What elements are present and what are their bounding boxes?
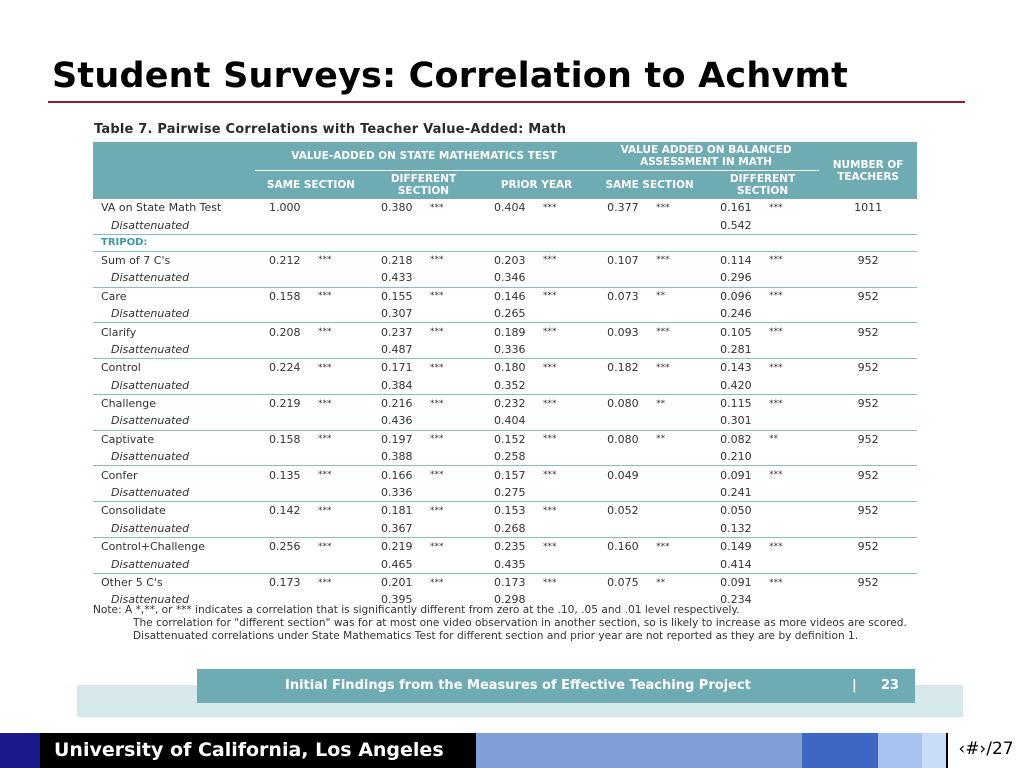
- cell: 0.096: [706, 287, 769, 305]
- cell: 0.155: [367, 287, 430, 305]
- cell: ***: [769, 251, 819, 269]
- cell: 952: [819, 430, 917, 448]
- cell: ***: [769, 394, 819, 412]
- cell: 0.152: [480, 430, 543, 448]
- table-caption: Table 7. Pairwise Correlations with Teacher Value-Added: Math: [94, 122, 567, 137]
- cell: 0.180: [480, 359, 543, 377]
- cell: ***: [543, 251, 593, 269]
- cell: ***: [656, 538, 706, 556]
- row-label: Disattenuated: [111, 450, 190, 464]
- cell: 0.224: [255, 359, 318, 377]
- table-row: [93, 251, 917, 269]
- table-row: [93, 234, 917, 251]
- note-body: The correlation for "different section" was for at most one video observation in another section, so is likely to increase as more videos are scored. Disattenuated correlations under State Mathematics Test for different section and prior year are not reported as they are by definition 1.: [133, 617, 907, 642]
- row-label: Disattenuated: [111, 307, 190, 321]
- cell: 0.080: [593, 430, 656, 448]
- col-header-prior-year: PRIOR YEAR: [480, 171, 593, 200]
- cell: 952: [819, 502, 917, 520]
- cell: 0.157: [480, 466, 543, 484]
- cell: 0.189: [480, 323, 543, 341]
- cell: [656, 466, 706, 484]
- cell: ***: [318, 251, 367, 269]
- cell: 0.219: [367, 538, 430, 556]
- cell: 0.465: [381, 557, 413, 571]
- university-label: University of California, Los Angeles: [40, 733, 476, 768]
- cell: 0.107: [593, 251, 656, 269]
- cell: 0.301: [720, 414, 752, 428]
- cell: 0.105: [706, 323, 769, 341]
- cell: 0.050: [706, 502, 769, 520]
- cell: 0.487: [381, 342, 413, 356]
- cell: 0.212: [255, 251, 318, 269]
- cell: 0.281: [720, 342, 752, 356]
- table-row: [93, 555, 917, 573]
- cell: [593, 555, 656, 573]
- col-header-number: NUMBER OF TEACHERS: [819, 142, 917, 199]
- row-label: Disattenuated: [111, 557, 190, 571]
- cell: ***: [430, 502, 480, 520]
- cell: 0.234: [720, 593, 752, 607]
- bar-block: [922, 733, 946, 768]
- row-label: Disattenuated: [111, 521, 190, 535]
- cell: 0.420: [720, 378, 752, 392]
- cell: 0.395: [381, 593, 413, 607]
- cell: 0.435: [494, 557, 526, 571]
- bottom-bar: [0, 733, 1024, 768]
- cell: ***: [430, 359, 480, 377]
- cell: [593, 520, 656, 538]
- table-row: [93, 394, 917, 412]
- cell: ***: [430, 573, 480, 591]
- cell: 0.158: [255, 287, 318, 305]
- cell: ***: [430, 430, 480, 448]
- cell: ***: [318, 466, 367, 484]
- cell: 1011: [854, 201, 883, 215]
- cell: 0.049: [593, 466, 656, 484]
- group-header-balanced: VALUE ADDED ON BALANCED ASSESSMENT IN MATH: [593, 142, 819, 171]
- col-header-different-section-ba: DIFFERENT SECTION: [706, 171, 819, 200]
- col-header-same-section: SAME SECTION: [255, 171, 367, 200]
- cell: 0.237: [367, 323, 430, 341]
- cell: 0.135: [255, 466, 318, 484]
- row-label: Disattenuated: [111, 593, 190, 607]
- report-footer-page: 23: [881, 678, 900, 693]
- cell: 0.296: [720, 271, 752, 285]
- cell: ***: [769, 573, 819, 591]
- cell: [255, 305, 318, 323]
- note-line: Note: A *,**, or *** indicates a correlation that is significantly different from zero at the .10, .05 and .01 level respectively.: [93, 604, 740, 616]
- title-rule: [48, 101, 965, 103]
- row-label: Sum of 7 C's: [93, 251, 255, 269]
- cell: 0.307: [381, 307, 413, 321]
- cell: [255, 448, 318, 466]
- cell: ***: [543, 394, 593, 412]
- cell: ***: [543, 287, 593, 305]
- cell: 0.384: [381, 378, 413, 392]
- cell: [367, 216, 430, 234]
- cell: ***: [543, 323, 593, 341]
- row-label: Control: [93, 359, 255, 377]
- cell: ***: [769, 466, 819, 484]
- cell: [255, 484, 318, 502]
- bar-block: [878, 733, 922, 768]
- cell: ***: [656, 251, 706, 269]
- cell: [593, 269, 656, 287]
- cell: 0.173: [255, 573, 318, 591]
- cell: ***: [769, 323, 819, 341]
- cell: ***: [543, 466, 593, 484]
- table-row: [93, 448, 917, 466]
- cell: 0.275: [494, 486, 526, 500]
- report-footer-separator: |: [852, 678, 857, 693]
- cell: ***: [656, 323, 706, 341]
- row-label: Challenge: [93, 394, 255, 412]
- cell: 0.210: [720, 450, 752, 464]
- cell: 0.216: [367, 394, 430, 412]
- cell: [255, 269, 318, 287]
- cell: ***: [543, 359, 593, 377]
- cell: ***: [318, 430, 367, 448]
- cell: 0.080: [593, 394, 656, 412]
- row-label: Captivate: [93, 430, 255, 448]
- cell: 0.160: [593, 538, 656, 556]
- row-label: Other 5 C's: [93, 573, 255, 591]
- cell: ***: [430, 251, 480, 269]
- table-row: [93, 573, 917, 591]
- cell: 0.246: [720, 307, 752, 321]
- table-row: [93, 484, 917, 502]
- cell: ***: [430, 538, 480, 556]
- cell: [593, 412, 656, 430]
- row-label: Care: [93, 287, 255, 305]
- cell: 0.166: [367, 466, 430, 484]
- cell: 0.197: [367, 430, 430, 448]
- page-number: ‹#›/27: [948, 733, 1024, 768]
- cell: 0.201: [367, 573, 430, 591]
- cell: 952: [819, 359, 917, 377]
- cell: 0.158: [255, 430, 318, 448]
- table-row: [93, 269, 917, 287]
- cell: ***: [656, 202, 670, 213]
- table-note: [93, 604, 923, 643]
- cell: [593, 216, 656, 234]
- group-header-state: VALUE-ADDED ON STATE MATHEMATICS TEST: [255, 142, 593, 171]
- cell: ***: [769, 202, 783, 213]
- cell: ***: [318, 573, 367, 591]
- table-row: [93, 199, 917, 216]
- row-label: Disattenuated: [111, 414, 190, 428]
- cell: 0.075: [593, 573, 656, 591]
- row-label: Clarify: [93, 323, 255, 341]
- cell: [593, 341, 656, 359]
- col-header-same-section-ba: SAME SECTION: [593, 171, 706, 200]
- cell: 0.388: [381, 450, 413, 464]
- cell: [769, 502, 819, 520]
- cell: 0.146: [480, 287, 543, 305]
- cell: 0.181: [367, 502, 430, 520]
- cell: [255, 555, 318, 573]
- cell: ***: [543, 430, 593, 448]
- cell: ***: [430, 394, 480, 412]
- cell: 0.542: [720, 218, 752, 232]
- table-image: [77, 112, 963, 717]
- cell: ***: [769, 538, 819, 556]
- cell: 0.298: [494, 593, 526, 607]
- cell: ***: [318, 538, 367, 556]
- row-label: Disattenuated: [111, 378, 190, 392]
- bar-block: [0, 733, 40, 768]
- cell: ***: [318, 287, 367, 305]
- cell: ***: [430, 323, 480, 341]
- cell: ***: [769, 359, 819, 377]
- cell: **: [656, 287, 706, 305]
- cell: 0.115: [706, 394, 769, 412]
- cell: 0.114: [706, 251, 769, 269]
- table-row: [93, 520, 917, 538]
- report-footer-text: Initial Findings from the Measures of Effective Teaching Project: [285, 678, 751, 693]
- table-row: [93, 305, 917, 323]
- cell: [480, 216, 543, 234]
- cell: 0.352: [494, 378, 526, 392]
- cell: ***: [318, 394, 367, 412]
- cell: **: [656, 573, 706, 591]
- table-row: [93, 430, 917, 448]
- tripod-label: TRIPOD:: [93, 234, 917, 251]
- cell: 0.404: [494, 414, 526, 428]
- cell: 0.052: [593, 502, 656, 520]
- cell: ***: [543, 202, 557, 213]
- table-row: [93, 216, 917, 234]
- slide-title: Student Surveys: Correlation to Achvmt: [52, 56, 849, 96]
- row-label: Disattenuated: [111, 218, 190, 232]
- cell: [593, 377, 656, 395]
- cell: ***: [656, 359, 706, 377]
- cell: [255, 412, 318, 430]
- cell: **: [656, 430, 706, 448]
- row-label: Disattenuated: [111, 271, 190, 285]
- cell: 0.256: [255, 538, 318, 556]
- table-row: [93, 502, 917, 520]
- cell: 952: [819, 394, 917, 412]
- cell: [593, 448, 656, 466]
- report-footer: [197, 669, 915, 703]
- cell: [593, 484, 656, 502]
- cell: 952: [819, 466, 917, 484]
- cell: 0.091: [706, 466, 769, 484]
- cell: ***: [769, 287, 819, 305]
- table-row: [93, 538, 917, 556]
- cell: 0.433: [381, 271, 413, 285]
- cell: 0.173: [480, 573, 543, 591]
- cell: [255, 377, 318, 395]
- cell: 0.265: [494, 307, 526, 321]
- cell: 0.203: [480, 251, 543, 269]
- cell: 0.367: [381, 521, 413, 535]
- cell: 0.219: [255, 394, 318, 412]
- cell: 0.380: [381, 201, 413, 215]
- table-row: [93, 323, 917, 341]
- cell: 0.235: [480, 538, 543, 556]
- cell: ***: [543, 538, 593, 556]
- cell: 0.436: [381, 414, 413, 428]
- row-label: Confer: [93, 466, 255, 484]
- col-header-different-section: DIFFERENT SECTION: [367, 171, 480, 200]
- cell: ***: [318, 502, 367, 520]
- cell: [318, 199, 367, 216]
- cell: [593, 305, 656, 323]
- row-label: VA on State Math Test: [101, 201, 222, 215]
- cell: [255, 216, 318, 234]
- cell: **: [656, 394, 706, 412]
- cell: 0.268: [494, 521, 526, 535]
- row-label: Disattenuated: [111, 486, 190, 500]
- cell: [656, 502, 706, 520]
- cell: 0.414: [720, 557, 752, 571]
- cell: 0.153: [480, 502, 543, 520]
- cell: [255, 341, 318, 359]
- row-label: Consolidate: [93, 502, 255, 520]
- bar-block: [802, 733, 878, 768]
- cell: 952: [819, 323, 917, 341]
- table-row: [93, 377, 917, 395]
- cell: 952: [819, 251, 917, 269]
- cell: 0.143: [706, 359, 769, 377]
- cell: ***: [318, 359, 367, 377]
- cell: 0.404: [494, 201, 526, 215]
- cell: 0.218: [367, 251, 430, 269]
- cell: **: [769, 430, 819, 448]
- cell: 0.377: [607, 201, 639, 215]
- cell: 952: [819, 287, 917, 305]
- cell: ***: [430, 466, 480, 484]
- stub-header: [93, 142, 255, 199]
- cell: 952: [819, 573, 917, 591]
- cell: 0.073: [593, 287, 656, 305]
- cell: ***: [543, 573, 593, 591]
- table-row: [93, 412, 917, 430]
- table-row: [93, 341, 917, 359]
- cell: 0.142: [255, 502, 318, 520]
- row-label: Control+Challenge: [93, 538, 255, 556]
- cell: 0.091: [706, 573, 769, 591]
- table-row: [93, 287, 917, 305]
- cell: 0.082: [706, 430, 769, 448]
- cell: ***: [543, 502, 593, 520]
- cell: 0.232: [480, 394, 543, 412]
- cell: 1.000: [269, 201, 301, 215]
- bar-block: [476, 733, 802, 768]
- cell: 0.336: [494, 342, 526, 356]
- cell: ***: [430, 202, 444, 213]
- table-row: [93, 359, 917, 377]
- cell: 0.208: [255, 323, 318, 341]
- cell: 0.171: [367, 359, 430, 377]
- cell: 0.182: [593, 359, 656, 377]
- cell: 0.241: [720, 486, 752, 500]
- cell: [255, 520, 318, 538]
- cell: 0.346: [494, 271, 526, 285]
- cell: 0.258: [494, 450, 526, 464]
- cell: ***: [318, 323, 367, 341]
- cell: 0.093: [593, 323, 656, 341]
- cell: 0.132: [720, 521, 752, 535]
- correlation-table: [93, 142, 917, 609]
- row-label: Disattenuated: [111, 342, 190, 356]
- cell: 0.149: [706, 538, 769, 556]
- cell: 0.161: [720, 201, 752, 215]
- cell: 0.336: [381, 486, 413, 500]
- cell: 952: [819, 538, 917, 556]
- cell: ***: [430, 287, 480, 305]
- table-row: [93, 466, 917, 484]
